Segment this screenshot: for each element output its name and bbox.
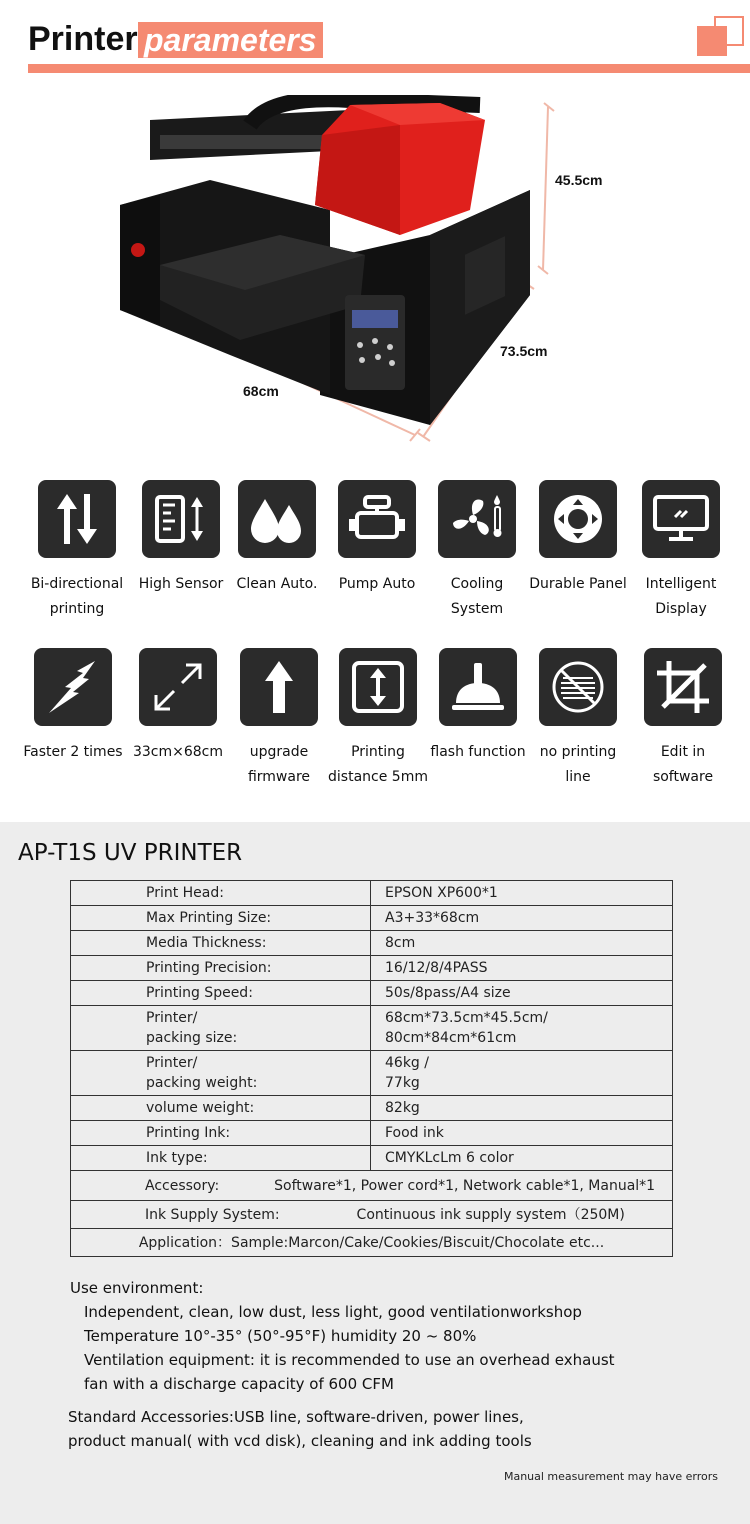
- spec-row-ink-supply: [71, 1201, 673, 1229]
- flash-lamp-icon: [439, 648, 517, 726]
- feature-label: no printing line: [539, 744, 617, 785]
- spec-key: Accessory:: [145, 1177, 220, 1194]
- feature-label: Edit in software: [652, 744, 714, 785]
- spec-row-accessory: [71, 1171, 673, 1201]
- feature-label: Printing distance 5mm: [328, 744, 428, 785]
- env-line: Ventilation equipment: it is recommended to use an overhead exhaust: [84, 1351, 615, 1369]
- decor-square-fill: [697, 26, 727, 56]
- feature-upgrade-firmware: [228, 648, 330, 790]
- feature-cooling-system: [426, 480, 528, 622]
- feature-bidirectional: [26, 480, 128, 622]
- use-environment: [70, 1276, 615, 1396]
- feature-label: upgrade firmware: [247, 744, 311, 785]
- spec-row: [71, 1146, 673, 1171]
- spec-key: Ink type:: [71, 1146, 371, 1171]
- spec-value: 50s/8pass/A4 size: [371, 981, 673, 1006]
- spec-key: Print Head:: [71, 881, 371, 906]
- measurement-note: Manual measurement may have errors: [503, 1470, 718, 1483]
- spec-row-application: [71, 1229, 673, 1257]
- spec-row: [71, 1121, 673, 1146]
- spec-value: 46kg / 77kg: [371, 1051, 673, 1096]
- feature-label: Pump Auto: [338, 576, 416, 592]
- spec-row: [71, 931, 673, 956]
- spec-row: [71, 1006, 673, 1051]
- lightning-icon: [34, 648, 112, 726]
- bidirectional-arrows-icon: [38, 480, 116, 558]
- spec-value: 8cm: [371, 931, 673, 956]
- feature-size: [127, 648, 229, 765]
- spec-key: Printer/ packing weight:: [71, 1051, 371, 1096]
- spec-title: AP-T1S UV PRINTER: [18, 840, 243, 866]
- expand-arrows-icon: [139, 648, 217, 726]
- spec-value: EPSON XP600*1: [371, 881, 673, 906]
- page-title: Printer: [28, 20, 138, 58]
- monitor-icon: [642, 480, 720, 558]
- feature-durable-panel: [527, 480, 629, 597]
- spec-value: Continuous ink supply system（250M): [356, 1206, 625, 1223]
- feature-label: Bi-directional printing: [30, 576, 124, 617]
- control-panel-icon: [539, 480, 617, 558]
- spec-row: [71, 956, 673, 981]
- spec-row: [71, 1096, 673, 1121]
- dimension-depth: 73.5cm: [500, 343, 548, 359]
- feature-label: High Sensor: [138, 576, 224, 592]
- spec-key: Printing Precision:: [71, 956, 371, 981]
- feature-no-printing-line: [527, 648, 629, 790]
- ink-drops-icon: [238, 480, 316, 558]
- standard-accessories: [68, 1405, 532, 1453]
- feature-high-sensor: [130, 480, 232, 597]
- feature-flash-function: [427, 648, 529, 765]
- spec-key: Media Thickness:: [71, 931, 371, 956]
- accessories-line: Standard Accessories:USB line, software-driven, power lines,: [68, 1408, 524, 1426]
- feature-label: Faster 2 times: [23, 744, 123, 760]
- spec-value: A3+33*68cm: [371, 906, 673, 931]
- feature-intelligent-display: [630, 480, 732, 622]
- spec-key: Max Printing Size:: [71, 906, 371, 931]
- spec-value: CMYKLcLm 6 color: [371, 1146, 673, 1171]
- spec-key: Printing Speed:: [71, 981, 371, 1006]
- dimension-width: 68cm: [243, 383, 279, 399]
- spec-key: Ink Supply System:: [145, 1206, 280, 1223]
- env-line: Independent, clean, low dust, less light, good ventilationworkshop: [84, 1303, 582, 1321]
- feature-label: Durable Panel: [529, 576, 627, 592]
- spec-value: Food ink: [371, 1121, 673, 1146]
- env-title: Use environment:: [70, 1279, 204, 1297]
- printer-product-image: [100, 95, 620, 455]
- spec-key: Printing Ink:: [71, 1121, 371, 1146]
- spec-key: volume weight:: [71, 1096, 371, 1121]
- feature-label: flash function: [430, 744, 526, 760]
- env-line: Temperature 10°-35° (50°-95°F) humidity 20 ~ 80%: [84, 1327, 477, 1345]
- feature-pump-auto: [326, 480, 428, 597]
- spec-value: 68cm*73.5cm*45.5cm/ 80cm*84cm*61cm: [371, 1006, 673, 1051]
- crop-icon: [644, 648, 722, 726]
- spec-table: [70, 880, 673, 1257]
- feature-faster: [22, 648, 124, 765]
- spec-key: Printer/ packing size:: [71, 1006, 371, 1051]
- accessories-line: product manual( with vcd disk), cleaning and ink adding tools: [68, 1432, 532, 1450]
- pump-icon: [338, 480, 416, 558]
- feature-label: Intelligent Display: [645, 576, 717, 617]
- spec-application: Application：Sample:Marcon/Cake/Cookies/Biscuit/Chocolate etc...: [138, 1234, 605, 1251]
- feature-label: 33cm×68cm: [132, 744, 224, 760]
- feature-printing-distance: [327, 648, 429, 790]
- feature-label: Clean Auto.: [236, 576, 318, 592]
- spec-row: [71, 981, 673, 1006]
- spec-row: [71, 906, 673, 931]
- vertical-distance-icon: [339, 648, 417, 726]
- spec-row: [71, 1051, 673, 1096]
- spec-value: 16/12/8/4PASS: [371, 956, 673, 981]
- feature-label: Cooling System: [450, 576, 504, 617]
- up-arrow-icon: [240, 648, 318, 726]
- feature-edit-in-software: [632, 648, 734, 790]
- fan-icon: [438, 480, 516, 558]
- spec-value: Software*1, Power cord*1, Network cable*1, Manual*1: [274, 1177, 656, 1194]
- header-rule: [28, 64, 750, 73]
- env-line: fan with a discharge capacity of 600 CFM: [84, 1375, 394, 1393]
- no-lines-icon: [539, 648, 617, 726]
- dimension-height: 45.5cm: [555, 172, 603, 188]
- sensor-ruler-icon: [142, 480, 220, 558]
- spec-row: [71, 881, 673, 906]
- spec-value: 82kg: [371, 1096, 673, 1121]
- feature-clean-auto: [226, 480, 328, 597]
- page-title-accent: parameters: [138, 22, 323, 58]
